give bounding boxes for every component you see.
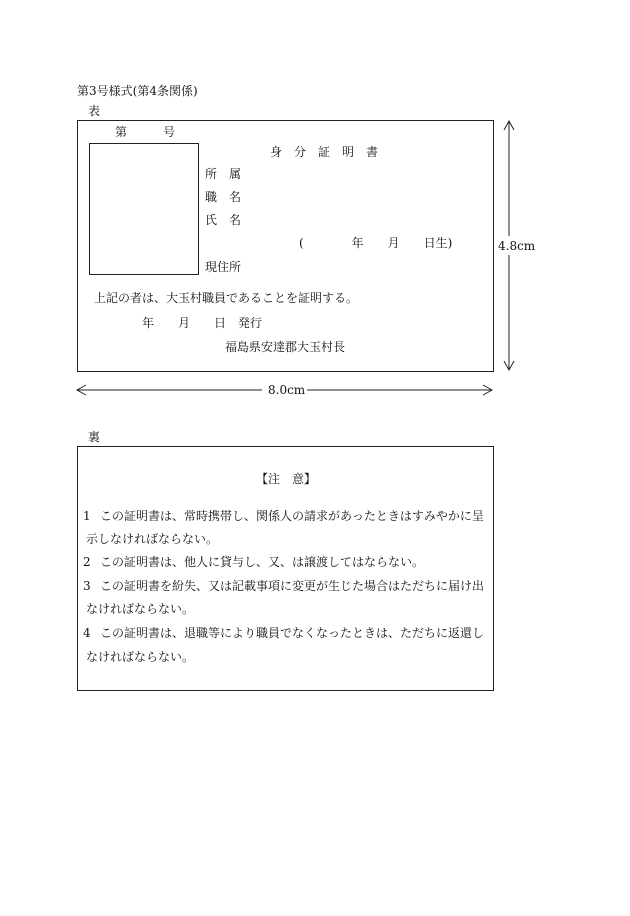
- height-label: 4.8cm: [498, 239, 536, 253]
- note-number: 2: [83, 555, 91, 569]
- note-line: なければならない。: [86, 602, 195, 616]
- form-title: 第3号様式(第4条関係): [77, 84, 198, 98]
- certification-text: 上記の者は、大玉村職員であることを証明する。: [94, 291, 359, 305]
- note-number: 1: [83, 509, 91, 523]
- issuer: 福島県安達郡大玉村長: [225, 340, 346, 354]
- notes-title: 【注 意】: [256, 472, 317, 486]
- field-address: 現住所: [205, 260, 242, 274]
- back-section-label: 裏: [88, 430, 101, 444]
- issue-date: 年 月 日 発行: [142, 316, 263, 330]
- note-line: なければならない。: [86, 650, 195, 664]
- card-number-label: 第 号: [115, 125, 176, 139]
- note-line: この証明書は、他人に貸与し、又、は譲渡してはならない。: [100, 555, 425, 569]
- front-section-label: 表: [88, 104, 101, 118]
- note-line: この証明書を紛失、又は記載事項に変更が生じた場合はただちに届け出: [100, 579, 485, 593]
- field-affiliation: 所 属: [205, 167, 242, 181]
- note-number: 3: [83, 579, 91, 593]
- field-position: 職 名: [205, 190, 242, 204]
- note-line: この証明書は、退職等により職員でなくなったときは、ただちに返還し: [100, 626, 485, 640]
- birth-date: ( 年 月 日生): [299, 236, 453, 250]
- note-line: この証明書は、常時携帯し、関係人の請求があったときはすみやかに呈: [100, 509, 484, 523]
- note-line: 示しなければならない。: [86, 532, 219, 546]
- card-title: 身 分 証 明 書: [270, 145, 379, 159]
- field-name: 氏 名: [205, 213, 242, 227]
- width-label: 8.0cm: [268, 383, 306, 397]
- note-number: 4: [83, 626, 91, 640]
